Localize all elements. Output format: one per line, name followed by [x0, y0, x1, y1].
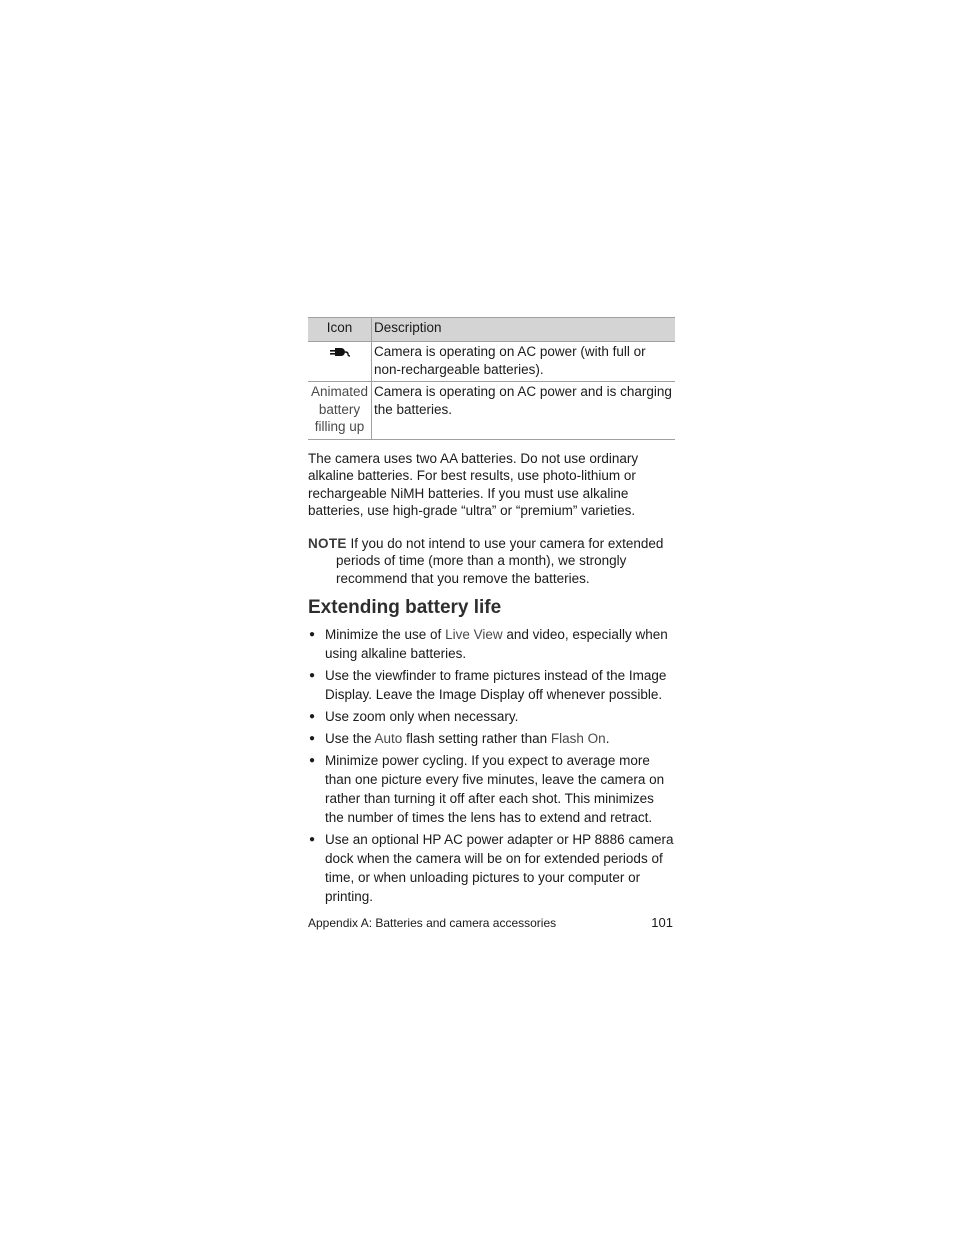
- item-text: flash setting rather than: [402, 731, 551, 746]
- bullet-icon: ●: [309, 733, 316, 744]
- description-cell: Camera is operating on AC power (with full or non-rechargeable batteries).: [372, 342, 676, 382]
- item-text: .: [605, 731, 610, 746]
- tips-list: [308, 625, 675, 906]
- ac-power-plug-icon: [329, 345, 351, 359]
- item-text: Use the: [325, 731, 375, 746]
- table-header-row: [308, 318, 675, 342]
- list-item: [308, 751, 675, 827]
- icon-cell: Animated battery filling up: [308, 382, 372, 440]
- description-column-header: Description: [372, 318, 676, 342]
- description-cell: Camera is operating on AC power and is charging the batteries.: [372, 382, 676, 440]
- icon-column-header: Icon: [308, 318, 372, 342]
- item-text: Use an optional HP AC power adapter or HP 8886 camera dock when the camera will be on for extended periods of time, or when unloading pictures to your computer or printing.: [325, 832, 674, 904]
- bullet-icon: ●: [309, 711, 316, 722]
- table-row: [308, 382, 675, 440]
- note-label: NOTE: [308, 535, 347, 551]
- bullet-icon: ●: [309, 755, 316, 766]
- note-paragraph: [308, 535, 675, 588]
- icon-description-table: [308, 317, 675, 440]
- list-item: [308, 729, 675, 748]
- section-heading: Extending battery life: [308, 597, 502, 618]
- icon-cell: [308, 342, 372, 382]
- page-number: 101: [651, 915, 673, 930]
- ui-term: Auto: [374, 731, 403, 746]
- bullet-icon: ●: [309, 629, 316, 640]
- item-text: Minimize the use of: [325, 627, 446, 642]
- ui-term: Flash On: [550, 731, 606, 746]
- bullet-icon: ●: [309, 834, 316, 845]
- note-text: If you do not intend to use your camera for extended periods of time (more than a month), we strongly recommend that you remove the batteries.: [336, 535, 664, 586]
- list-item: [308, 666, 675, 704]
- footer-chapter: Appendix A: Batteries and camera accessories: [308, 916, 557, 930]
- bullet-icon: ●: [309, 670, 316, 681]
- item-text: Use the viewfinder to frame pictures instead of the Image Display. Leave the Image Display off whenever possible.: [325, 668, 667, 702]
- page-footer: [308, 915, 673, 931]
- list-item: [308, 625, 675, 663]
- page-content: [308, 317, 675, 909]
- table-row: [308, 342, 675, 382]
- item-text: Use zoom only when necessary.: [325, 709, 519, 724]
- item-text: Minimize power cycling. If you expect to average more than one picture every five minutes, leave the camera on rather than turning it off after each shot. This minimizes the number of times the lens has to extend and retract.: [325, 753, 665, 825]
- list-item: [308, 707, 675, 726]
- battery-paragraph: The camera uses two AA batteries. Do not use ordinary alkaline batteries. For best results, use photo-lithium or rechargeable NiMH batteries. If you must use alkaline batteries, use high-grade “ultra” or “premium” varieties.: [308, 450, 639, 518]
- ui-term: Live View: [445, 627, 503, 642]
- list-item: [308, 830, 675, 906]
- item-text: and video, especially when using alkaline batteries.: [325, 627, 668, 661]
